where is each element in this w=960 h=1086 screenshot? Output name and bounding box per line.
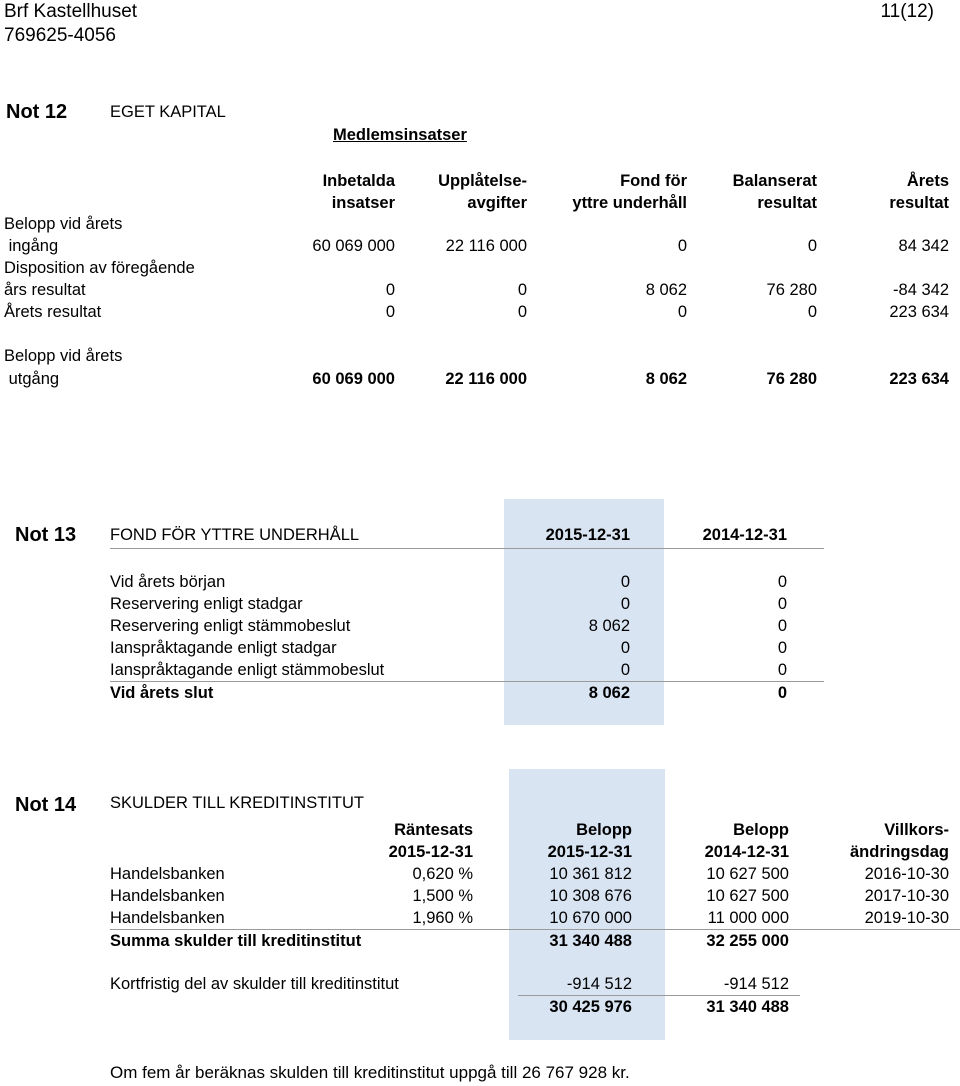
note12-row2-label: Disposition av föregående bbox=[4, 259, 195, 277]
note14-col4-head-l1: Villkors- bbox=[884, 821, 949, 839]
note12-row3-val2: 0 bbox=[517, 303, 527, 321]
note12-row2-val4: 76 280 bbox=[766, 281, 817, 299]
note12-col2-head bbox=[386, 170, 527, 214]
note12-row4-label: Belopp vid årets bbox=[4, 347, 123, 365]
note14-col4-head bbox=[789, 819, 949, 863]
note12-row4-val4: 76 280 bbox=[766, 370, 817, 388]
org-number: 769625-4056 bbox=[4, 25, 116, 46]
note13-total-label: Vid årets slut bbox=[110, 684, 214, 702]
note14-long-term-val1: 30 425 976 bbox=[549, 998, 632, 1016]
note14-row1-val4: 2016-10-30 bbox=[864, 865, 949, 883]
note12-row2-val3: 8 062 bbox=[645, 281, 687, 299]
note13-total-val2: 0 bbox=[777, 684, 787, 702]
note14-row3-val4: 2019-10-30 bbox=[864, 909, 949, 927]
note14-sum-val2: 32 255 000 bbox=[706, 932, 789, 950]
note12-row4-label-2: utgång bbox=[4, 370, 60, 388]
note12-col5-head bbox=[817, 170, 949, 214]
note14-row3-val2: 10 670 000 bbox=[549, 909, 632, 927]
note12-group-label: Medlemsinsatser bbox=[333, 126, 467, 144]
note12-row3-val5: 223 634 bbox=[889, 303, 949, 321]
note14-col3-head-l2: 2014-12-31 bbox=[704, 843, 789, 861]
note14-footnote: Om fem år beräknas skulden till kreditinstitut uppgå till 26 767 928 kr. bbox=[110, 1063, 630, 1082]
note12-col5-head-l2: resultat bbox=[889, 194, 949, 212]
note13-row2-label: Reservering enligt stadgar bbox=[110, 595, 303, 613]
note12-row3-label: Årets resultat bbox=[4, 303, 102, 321]
note14-col1-head bbox=[330, 819, 473, 863]
note12-row3-val1: 0 bbox=[385, 303, 395, 321]
note12-row1-val3: 0 bbox=[677, 237, 687, 255]
note14-row1-label: Handelsbanken bbox=[110, 865, 225, 883]
note14-sum-val1: 31 340 488 bbox=[549, 932, 632, 950]
note12-col1-head-l1: Inbetalda bbox=[322, 172, 395, 190]
note12-col3-head-l2: yttre underhåll bbox=[572, 194, 687, 212]
note13-header-rule bbox=[110, 548, 824, 549]
note12-col3-head-l1: Fond för bbox=[620, 172, 687, 190]
note12-row3-val3: 0 bbox=[677, 303, 687, 321]
note12-col4-head-l1: Balanserat bbox=[732, 172, 817, 190]
note12-col1-head-l2: insatser bbox=[331, 194, 395, 212]
note12-col1-head bbox=[255, 170, 395, 214]
note13-label: Not 13 bbox=[15, 524, 77, 546]
note14-col3-head-l1: Belopp bbox=[733, 821, 789, 839]
note14-short-term-label: Kortfristig del av skulder till kreditinstitut bbox=[110, 975, 399, 993]
note14-label: Not 14 bbox=[15, 794, 77, 816]
note12-row3-val4: 0 bbox=[807, 303, 817, 321]
note12-row1-val4: 0 bbox=[807, 237, 817, 255]
page-number: 11(12) bbox=[880, 1, 934, 22]
note12-row2-label-2: års resultat bbox=[4, 281, 86, 299]
note14-title: SKULDER TILL KREDITINSTITUT bbox=[110, 794, 364, 812]
note13-title: FOND FÖR YTTRE UNDERHÅLL bbox=[110, 526, 360, 544]
note13-row4-val1: 0 bbox=[620, 639, 630, 657]
note14-col2-head-l1: Belopp bbox=[576, 821, 632, 839]
note12-col5-head-l1: Årets bbox=[906, 172, 949, 190]
note13-col1-head: 2015-12-31 bbox=[545, 526, 630, 544]
note12-row1-val5: 84 342 bbox=[898, 237, 949, 255]
note12-row2-val5: -84 342 bbox=[893, 281, 949, 299]
note14-long-term-val2: 31 340 488 bbox=[706, 998, 789, 1016]
note12-row4-val2: 22 116 000 bbox=[445, 370, 527, 388]
note13-row5-val1: 0 bbox=[620, 661, 630, 679]
note14-row2-val2: 10 308 676 bbox=[549, 887, 632, 905]
note14-col1-head-l1: Räntesats bbox=[394, 821, 473, 839]
note13-col2-head: 2014-12-31 bbox=[702, 526, 787, 544]
note12-col4-head bbox=[687, 170, 817, 214]
note13-total-val1: 8 062 bbox=[588, 684, 630, 702]
note14-col2-head-l2: 2015-12-31 bbox=[547, 843, 632, 861]
note12-row4-val5: 223 634 bbox=[889, 370, 949, 388]
note12-row2-val2: 0 bbox=[517, 281, 527, 299]
note13-row1-val2: 0 bbox=[777, 573, 787, 591]
note12-row4-val3: 8 062 bbox=[645, 370, 687, 388]
note12-row4-val1: 60 069 000 bbox=[312, 370, 395, 388]
note12-col2-head-l1: Upplåtelse- bbox=[438, 172, 527, 190]
note13-row4-val2: 0 bbox=[777, 639, 787, 657]
note14-row2-val3: 10 627 500 bbox=[706, 887, 789, 905]
note14-col2-head bbox=[473, 819, 632, 863]
note13-row3-label: Reservering enligt stämmobeslut bbox=[110, 617, 351, 635]
note14-row3-val1: 1,960 % bbox=[412, 909, 473, 927]
note13-row3-val1: 8 062 bbox=[588, 617, 630, 635]
note13-row1-val1: 0 bbox=[620, 573, 630, 591]
note14-col1-head-l2: 2015-12-31 bbox=[388, 843, 473, 861]
note14-col4-head-l2: ändringsdag bbox=[849, 843, 949, 861]
note14-row3-label: Handelsbanken bbox=[110, 909, 225, 927]
note14-sum-label: Summa skulder till kreditinstitut bbox=[110, 932, 362, 950]
note14-short-term-val2: -914 512 bbox=[723, 975, 789, 993]
note12-row1-val1: 60 069 000 bbox=[312, 237, 395, 255]
note12-col3-head bbox=[527, 170, 687, 214]
note12-label: Not 12 bbox=[6, 101, 68, 123]
note12-row1-val2: 22 116 000 bbox=[445, 237, 527, 255]
note13-row4-label: Ianspråktagande enligt stadgar bbox=[110, 639, 337, 657]
note14-row3-val3: 11 000 000 bbox=[707, 909, 789, 927]
note13-row1-label: Vid årets början bbox=[110, 573, 226, 591]
note14-row2-val4: 2017-10-30 bbox=[864, 887, 949, 905]
note13-row5-label: Ianspråktagande enligt stämmobeslut bbox=[110, 661, 385, 679]
note12-col4-head-l2: resultat bbox=[757, 194, 817, 212]
note13-row5-val2: 0 bbox=[777, 661, 787, 679]
note14-row2-label: Handelsbanken bbox=[110, 887, 225, 905]
note14-row2-val1: 1,500 % bbox=[412, 887, 473, 905]
note12-col2-head-l2: avgifter bbox=[467, 194, 527, 212]
note13-row2-val1: 0 bbox=[620, 595, 630, 613]
note12-row2-val1: 0 bbox=[385, 281, 395, 299]
note13-row3-val2: 0 bbox=[777, 617, 787, 635]
note12-row1-label-2: ingång bbox=[4, 237, 59, 255]
note12-row1-label: Belopp vid årets bbox=[4, 215, 123, 233]
note12-title: EGET KAPITAL bbox=[110, 103, 226, 121]
company-name: Brf Kastellhuset bbox=[4, 1, 138, 22]
note14-row1-val3: 10 627 500 bbox=[706, 865, 789, 883]
note13-row2-val2: 0 bbox=[777, 595, 787, 613]
note14-col3-head bbox=[632, 819, 789, 863]
note14-short-term-val1: -914 512 bbox=[566, 975, 632, 993]
note14-row1-val2: 10 361 812 bbox=[549, 865, 632, 883]
note14-row1-val1: 0,620 % bbox=[412, 865, 473, 883]
